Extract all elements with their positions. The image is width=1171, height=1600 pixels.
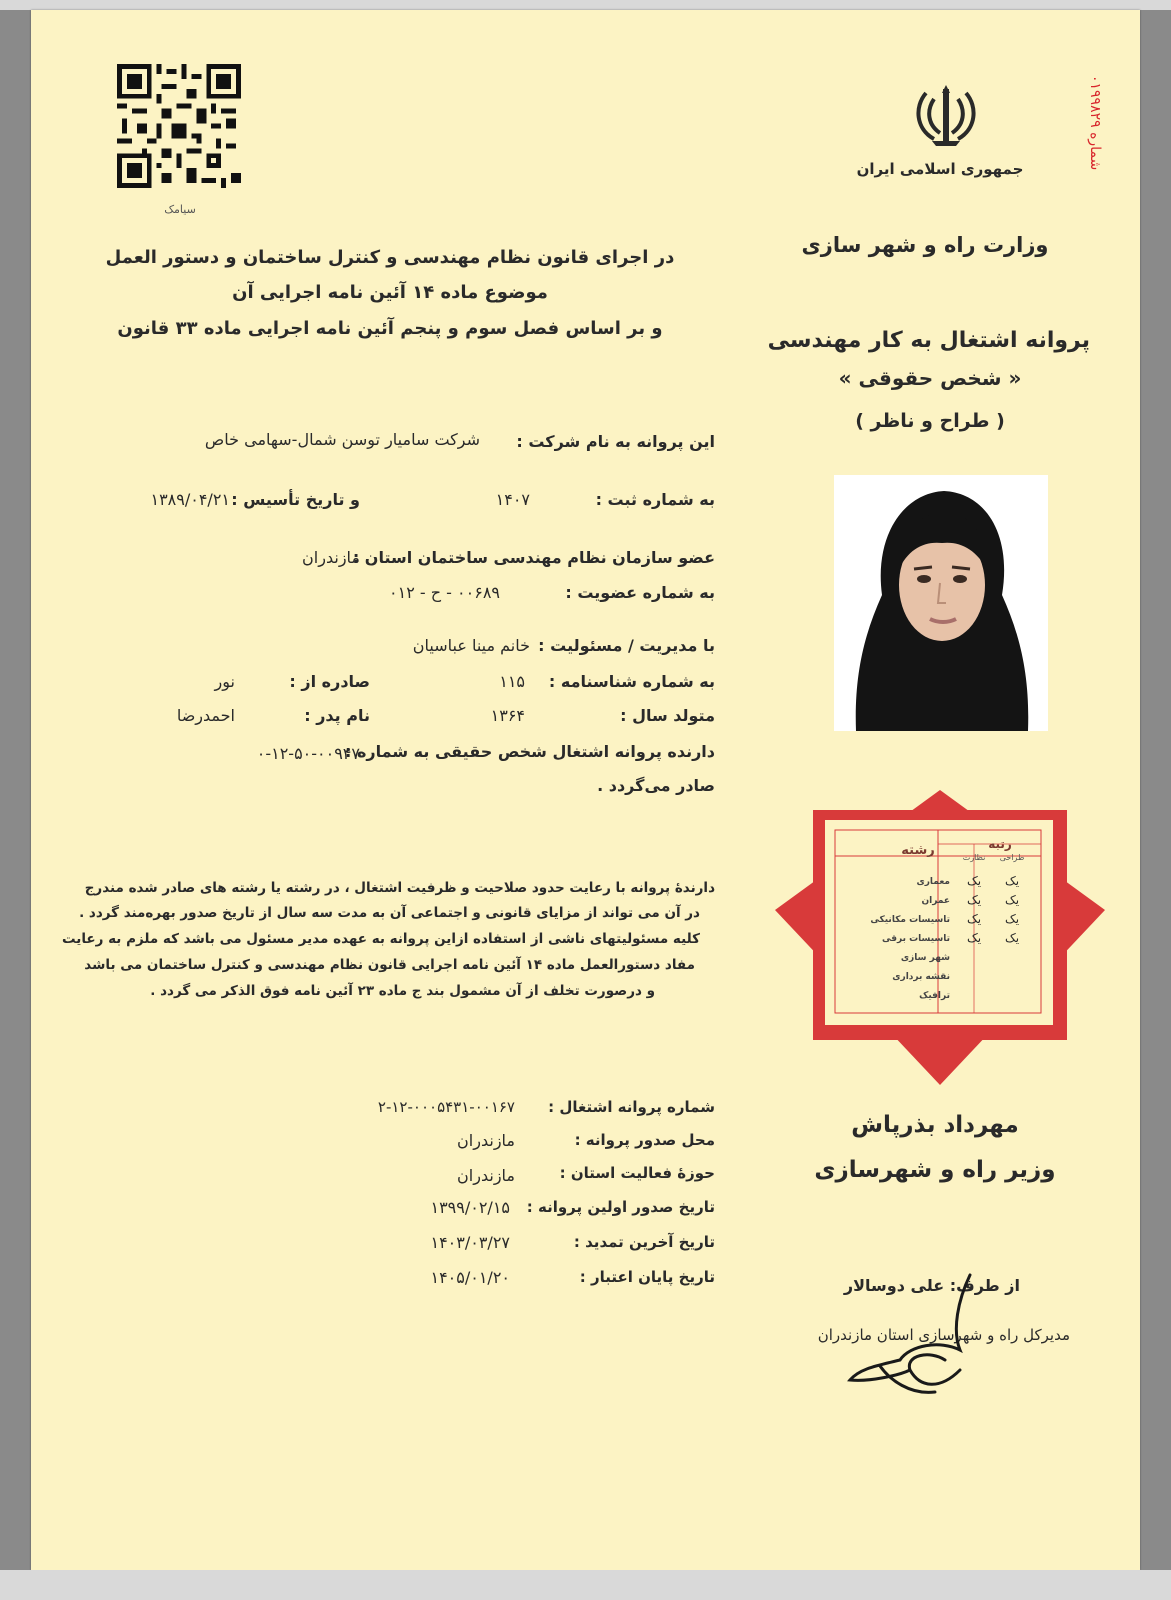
- qr-caption: سیامک: [164, 203, 196, 216]
- license-number: ۲-۱۲-۰۰۰۵۴۳۱-۰۰۱۶۷: [377, 1098, 515, 1116]
- manager-label: با مدیریت / مسئولیت :: [538, 636, 715, 655]
- issued-from-label: صادره از :: [289, 672, 370, 691]
- license-title: پروانه اشتغال به کار مهندسی: [767, 328, 1090, 353]
- membership-number-label: به شماره عضویت :: [565, 583, 715, 602]
- ministry-name: وزارت راه و شهر سازی: [801, 233, 1049, 257]
- manager-name: خانم مینا عباسیان: [412, 636, 530, 655]
- father-name-label: نام پدر :: [304, 706, 370, 725]
- id-number-label: به شماره شناسنامه :: [548, 672, 715, 691]
- grade-row-field: تاسیسات مکانیکی: [870, 915, 950, 925]
- grade-row-field: شهر سازی: [900, 953, 950, 963]
- bottom-border: [0, 1570, 1171, 1600]
- signatory-name: از طرف: علی دوسالار: [843, 1276, 1020, 1295]
- grade-row-design: یک: [1004, 893, 1020, 907]
- expiry-date: ۱۴۰۵/۰۱/۲۰: [430, 1268, 510, 1287]
- birth-year: ۱۳۶۴: [490, 706, 525, 725]
- first-issue-date: ۱۳۹۹/۰۲/۱۵: [430, 1198, 510, 1217]
- license-number-label: شماره پروانه اشتغال :: [548, 1098, 715, 1116]
- id-number: ۱۱۵: [499, 672, 525, 691]
- condition-line-2: در آن می تواند از مزایای قانونی و اجتماعی آن به مدت سه سال از تاریخ صدور بهره‌مند گردد .: [79, 905, 700, 921]
- grade-col-field: رشته: [901, 843, 935, 858]
- membership-number: ۰۰۶۸۹ - ح - ۰۱۲: [389, 583, 500, 602]
- grade-sub-design: طراحی: [999, 853, 1025, 862]
- grade-row-design: یک: [1004, 912, 1020, 926]
- activity-province: مازندران: [457, 1166, 515, 1185]
- issue-place-label: محل صدور پروانه :: [574, 1131, 715, 1149]
- personal-license-number: ۰-۱۲-۵۰-۰۰۹۴۷: [256, 744, 360, 763]
- condition-line-3: کلیه مسئولیتهای ناشی از استفاده ازاین پروانه به عهده مدیر مسئول می باشد که ملزم به رعایت: [61, 931, 700, 947]
- minister-title: وزیر راه و شهرسازی: [814, 1157, 1056, 1183]
- grade-row-supervise: یک: [966, 874, 982, 888]
- holder-photo: [834, 475, 1048, 731]
- founded-label: و تاریخ تأسیس :: [231, 490, 360, 509]
- condition-line-1: دارندهٔ پروانه با رعایت حدود صلاحیت و ظرفیت اشتغال ، در رشته یا رشته های صادر شده مندرج: [84, 880, 715, 896]
- issued-from: نور: [214, 672, 235, 691]
- grade-row-field: نقشه برداری: [892, 972, 950, 982]
- grade-row-supervise: یک: [966, 893, 982, 907]
- grade-row-field: عمران: [921, 896, 950, 906]
- grade-row-design: یک: [1004, 874, 1020, 888]
- iran-emblem-icon: [912, 85, 980, 147]
- grade-row-field: معماری: [916, 877, 950, 887]
- grade-row-design: یک: [1004, 931, 1020, 945]
- personal-license-label: دارنده پروانه اشتغال شخص حقیقی به شماره :: [345, 742, 715, 761]
- issued-statement: صادر می‌گردد .: [597, 776, 715, 795]
- company-label: این پروانه به نام شرکت :: [516, 432, 715, 451]
- signature: [840, 1270, 1000, 1400]
- grade-sub-supervise: نظارت: [962, 853, 986, 862]
- minister-name: مهرداد بذرپاش: [851, 1112, 1019, 1138]
- registration-label: به شماره ثبت :: [595, 490, 715, 509]
- last-renewal-date-label: تاریخ آخرین تمدید :: [573, 1233, 715, 1251]
- expiry-date-label: تاریخ پایان اعتبار :: [579, 1268, 715, 1286]
- grade-row-supervise: یک: [966, 931, 982, 945]
- preamble-line-1: در اجرای قانون نظام مهندسی و کنترل ساختمان و دستور العمل: [105, 247, 675, 268]
- first-issue-date-label: تاریخ صدور اولین پروانه :: [526, 1198, 715, 1216]
- company-name: شرکت سامیار توسن شمال-سهامی خاص: [204, 430, 480, 449]
- membership-province: مازندران: [302, 548, 360, 567]
- license-type: « شخص حقوقی »: [838, 366, 1022, 390]
- qr-code-icon: [117, 64, 241, 188]
- last-renewal-date: ۱۴۰۳/۰۳/۲۷: [430, 1233, 510, 1252]
- license-subtype: ( طراح و ناظر ): [855, 410, 1005, 432]
- founded-date: ۱۳۸۹/۰۴/۲۱: [150, 490, 230, 509]
- serial-number: شماره ۰۱۹۹۸۲۹: [1087, 75, 1103, 171]
- condition-line-4: مفاد دستورالعمل ماده ۱۴ آئین نامه اجرایی قانون نظام مهندسی و کنترل ساختمان می باشد: [84, 957, 695, 973]
- condition-line-5: و درصورت تخلف از آن مشمول بند ج ماده ۲۳ آئین نامه فوق الذکر می گردد .: [150, 983, 655, 999]
- issue-place: مازندران: [457, 1131, 515, 1150]
- birth-year-label: متولد سال :: [620, 706, 715, 725]
- preamble-line-3: و بر اساس فصل سوم و پنجم آئین نامه اجرایی ماده ۳۳ قانون: [117, 318, 663, 339]
- signatory-title: مدیرکل راه و شهرسازی استان مازندران: [817, 1326, 1070, 1344]
- top-border: [0, 0, 1171, 10]
- registration-number: ۱۴۰۷: [495, 490, 530, 509]
- membership-org-label: عضو سازمان نظام مهندسی ساختمان استان :: [352, 548, 715, 567]
- father-name: احمدرضا: [176, 706, 235, 725]
- grade-row-field: تاسیسات برقی: [882, 934, 950, 944]
- preamble-line-2: موضوع ماده ۱۴ آئین نامه اجرایی آن: [232, 282, 548, 303]
- grade-row-supervise: یک: [966, 912, 982, 926]
- emblem-label: جمهوری اسلامی ایران: [856, 160, 1024, 178]
- activity-province-label: حوزهٔ فعالیت استان :: [559, 1164, 715, 1182]
- grade-row-field: ترافیک: [919, 991, 950, 1001]
- grade-col-grade: رتبه: [988, 837, 1012, 851]
